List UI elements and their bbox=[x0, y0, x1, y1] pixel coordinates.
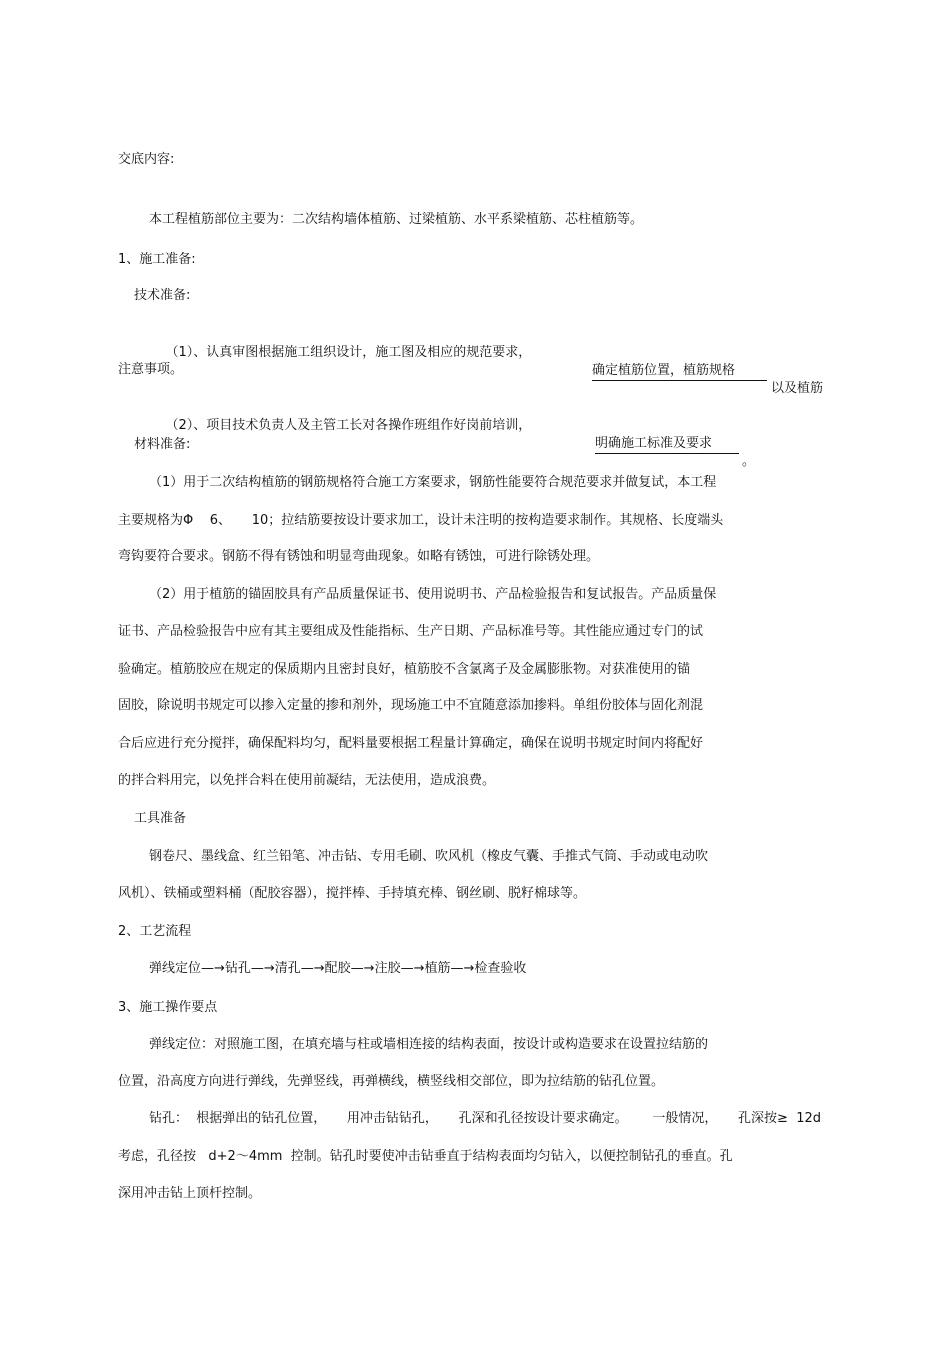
tech-item-2-text: （2）、项目技术负责人及主管工长对各操作班组作好岗前培训， bbox=[165, 418, 532, 433]
section-2-title: 2、工艺流程 bbox=[118, 924, 192, 939]
section-3-title: 3、施工操作要点 bbox=[118, 1000, 218, 1015]
material-item-2-line: 合后应进行充分搅拌，确保配料均匀，配料量要根据工程量计算确定，确保在说明书规定时间内将配好 bbox=[118, 736, 704, 751]
material-item-1-line: 弯钩要符合要求。钢筋不得有锈蚀和明显弯曲现象。如略有锈蚀，可进行除锈处理。 bbox=[118, 549, 600, 564]
process-flow: 弹线定位—→钻孔—→清孔—→配胶—→注胶—→植筋—→检查验收 bbox=[149, 961, 527, 976]
material-item-2-line: （2）用于植筋的锚固胶具有产品质量保证书、使用说明书、产品检验报告和复试报告。产品质量保 bbox=[149, 587, 717, 602]
tool-list-line: 钢卷尺、墨线盒、红兰铅笔、冲击钻、专用毛刷、吹风机（橡皮气囊、手推式气筒、手动或电动吹 bbox=[149, 849, 709, 864]
material-item-2-line: 证书、产品检验报告中应有其主要组成及性能指标、生产日期、产品标准号等。其性能应通过专门的试 bbox=[118, 624, 704, 639]
intro-paragraph: 本工程植筋部位主要为：二次结构墙体植筋、过梁植筋、水平系梁植筋、芯柱植筋等。 bbox=[149, 212, 644, 227]
material-item-2-line: 的拌合料用完，以免拌合料在使用前凝结，无法使用，造成浪费。 bbox=[118, 773, 496, 788]
drilling-paragraph-line: 考虑，孔径按 d+2～4mm 控制。钻孔时要使冲击钻垂直于结构表面均匀钻入，以便控制钻孔的垂直。孔 bbox=[118, 1149, 733, 1164]
material-item-1-line: 主要规格为Φ 6、 10；拉结筋要按设计要求加工，设计未注明的按构造要求制作。其规格、长度端头 bbox=[118, 513, 724, 528]
drilling-paragraph-line: 深用冲击钻上顶杆控制。 bbox=[118, 1186, 262, 1201]
tech-item-1-underlined: 确定植筋位置，植筋规格 bbox=[592, 362, 767, 381]
marking-paragraph-line: 位置，沿高度方向进行弹线，先弹竖线，再弹横线，横竖线相交部位，即为拉结筋的钻孔位置。 bbox=[118, 1074, 665, 1089]
heading: 交底内容: bbox=[118, 152, 175, 167]
tool-prep-title: 工具准备 bbox=[134, 811, 187, 826]
material-item-1-line: （1）用于二次结构植筋的钢筋规格符合施工方案要求，钢筋性能要符合规范要求并做复试，本工程 bbox=[149, 475, 717, 490]
material-prep-title: 材料准备: bbox=[134, 437, 191, 452]
drilling-paragraph-line: 钻孔： 根据弹出的钻孔位置， 用冲击钻钻孔， 孔深和孔径按设计要求确定。 一般情况， 孔深按≥ 12d bbox=[149, 1111, 821, 1126]
tech-item-1-text: （1）、认真审图根据施工组织设计，施工图及相应的规范要求， bbox=[165, 345, 532, 360]
tech-item-1-tail: 以及植筋 bbox=[771, 381, 824, 396]
material-item-2-line: 固胶，除说明书规定可以掺入定量的掺和剂外，现场施工中不宜随意添加掺料。单组份胶体与固化剂混 bbox=[118, 698, 704, 713]
tech-item-2-underlined: 明确施工标准及要求 bbox=[595, 435, 739, 454]
tool-list-line: 风机）、铁桶或塑料桶（配胶容器），搅拌棒、手持填充棒、钢丝刷、脱籽棉球等。 bbox=[118, 886, 587, 901]
marking-paragraph-line: 弹线定位：对照施工图，在填充墙与柱或墙相连接的结构表面，按设计或构造要求在设置拉结筋的 bbox=[149, 1037, 709, 1052]
section-1-title: 1、施工准备: bbox=[118, 252, 196, 267]
material-item-2-line: 验确定。植筋胶应在规定的保质期内且密封良好，植筋胶不含氯离子及金属膨胀物。对获准使用的锚 bbox=[118, 662, 691, 677]
tech-item-2-tail: 。 bbox=[742, 454, 756, 469]
tech-prep-title: 技术准备: bbox=[134, 288, 191, 303]
tech-item-1-cont: 注意事项。 bbox=[118, 362, 184, 377]
